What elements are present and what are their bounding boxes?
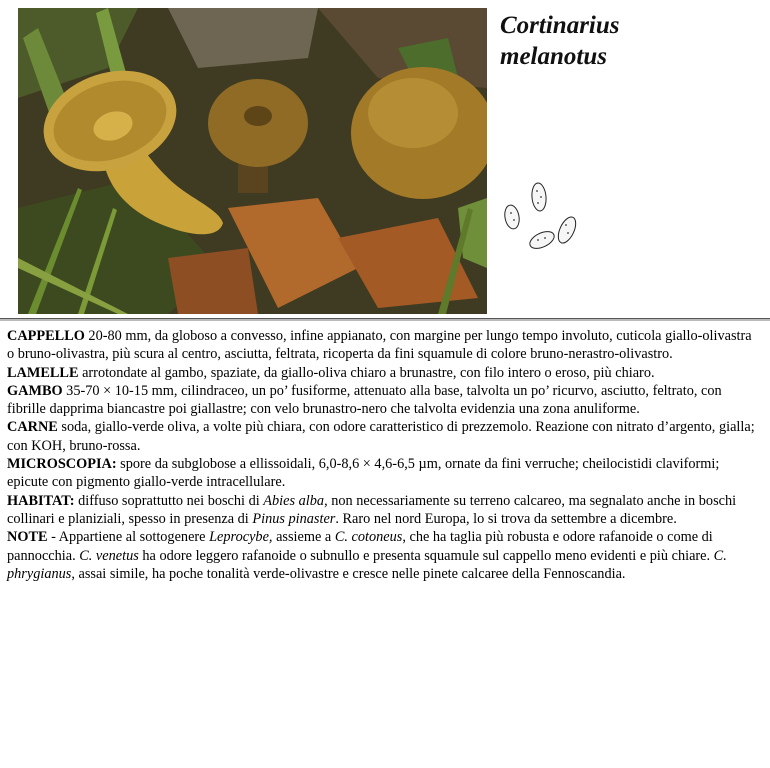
- section-microscopia: [7, 455, 759, 492]
- microscopia-text: spore da subglobose a ellissoidali, 6,0-8,6 × 4,6-6,5 µm, ornate da fini verruche; cheilocistidi claviformi; epicute con pigmento giallo-verde intracellulare.: [7, 456, 720, 491]
- microscopia-label: MICROSCOPIA:: [7, 456, 117, 473]
- note-label: NOTE: [7, 529, 48, 546]
- habitat-text-3: . Raro nel nord Europa, lo si trova da settembre a dicembre.: [335, 510, 677, 527]
- section-note: [7, 528, 759, 583]
- note-taxon-1: Leprocybe,: [209, 529, 273, 546]
- note-taxon-2: C. cotoneus: [334, 529, 403, 546]
- mushroom-photo: [18, 8, 487, 314]
- habitat-label: HABITAT:: [7, 492, 75, 509]
- habitat-text-2: , non necessariamente su terreno calcareo, ma segnalato anche in boschi collinari e planiziali, spesso in presenza di: [7, 492, 737, 527]
- note-taxon-4: C. phrygianus: [7, 547, 727, 582]
- divider-rule: [0, 318, 770, 321]
- carne-label: CARNE: [7, 419, 58, 436]
- species-title: [500, 10, 760, 72]
- title-genus: Cortinarius: [500, 12, 620, 39]
- habitat-species-2: Pinus pinaster: [252, 510, 336, 527]
- gambo-label: GAMBO: [7, 382, 63, 399]
- cappello-label: CAPPELLO: [7, 328, 85, 344]
- habitat-text-1: diffuso soprattutto nei boschi di: [74, 492, 264, 509]
- title-species: melanotus: [500, 43, 607, 70]
- habitat-species-1: Abies alba: [263, 492, 325, 509]
- section-lamelle: [7, 364, 759, 382]
- note-taxon-3: C. venetus: [79, 547, 139, 564]
- carne-text: soda, giallo-verde oliva, a volte più chiara, con odore caratteristico di prezzemolo. Reazione con nitrato d’argento, gialla; con KOH, bruno-rossa.: [7, 419, 755, 454]
- lamelle-text: arrotondate al gambo, spaziate, da giallo-oliva chiaro a brunastre, con filo intero o eroso, più chiaro.: [78, 364, 655, 381]
- gambo-text: 35-70 × 10-15 mm, cilindraceo, un po’ fusiforme, attenuato alla base, talvolta un po’ ricurvo, asciutto, feltrato, con fibrille dapprima biancastre poi giallastre; con velo brunastro-nero che talvolta evidenzia una zona anuliforme.: [7, 382, 722, 418]
- note-text-2: assieme a: [272, 529, 335, 546]
- section-carne: [7, 418, 759, 455]
- section-gambo: [7, 382, 759, 419]
- spore-drawing: [500, 175, 580, 255]
- lamelle-label: LAMELLE: [7, 364, 79, 381]
- description: [7, 327, 759, 583]
- section-habitat: [7, 492, 759, 529]
- section-cappello: [7, 327, 759, 364]
- note-text-3: , che ha taglia più robusta e odore rafanoide o come di pannocchia.: [7, 529, 713, 564]
- note-text-5: , assai simile, ha poche tonalità verde-olivastre e cresce nelle pinete calcaree della Fennoscandia.: [71, 565, 626, 582]
- note-text-4: ha odore leggero rafanoide o subnullo e presenta squamule sul cappello meno evidenti e più chiare.: [138, 547, 714, 564]
- note-text-1: - Appartiene al sottogenere: [47, 529, 210, 546]
- cappello-text: 20-80 mm, da globoso a convesso, infine appianato, con margine per lungo tempo involuto, cuticola giallo-olivastra o bruno-olivastra, più scura al centro, asciutta, feltrata, ricoperta da fini squamule di colore bruno-nerastro-olivastro.: [7, 328, 752, 363]
